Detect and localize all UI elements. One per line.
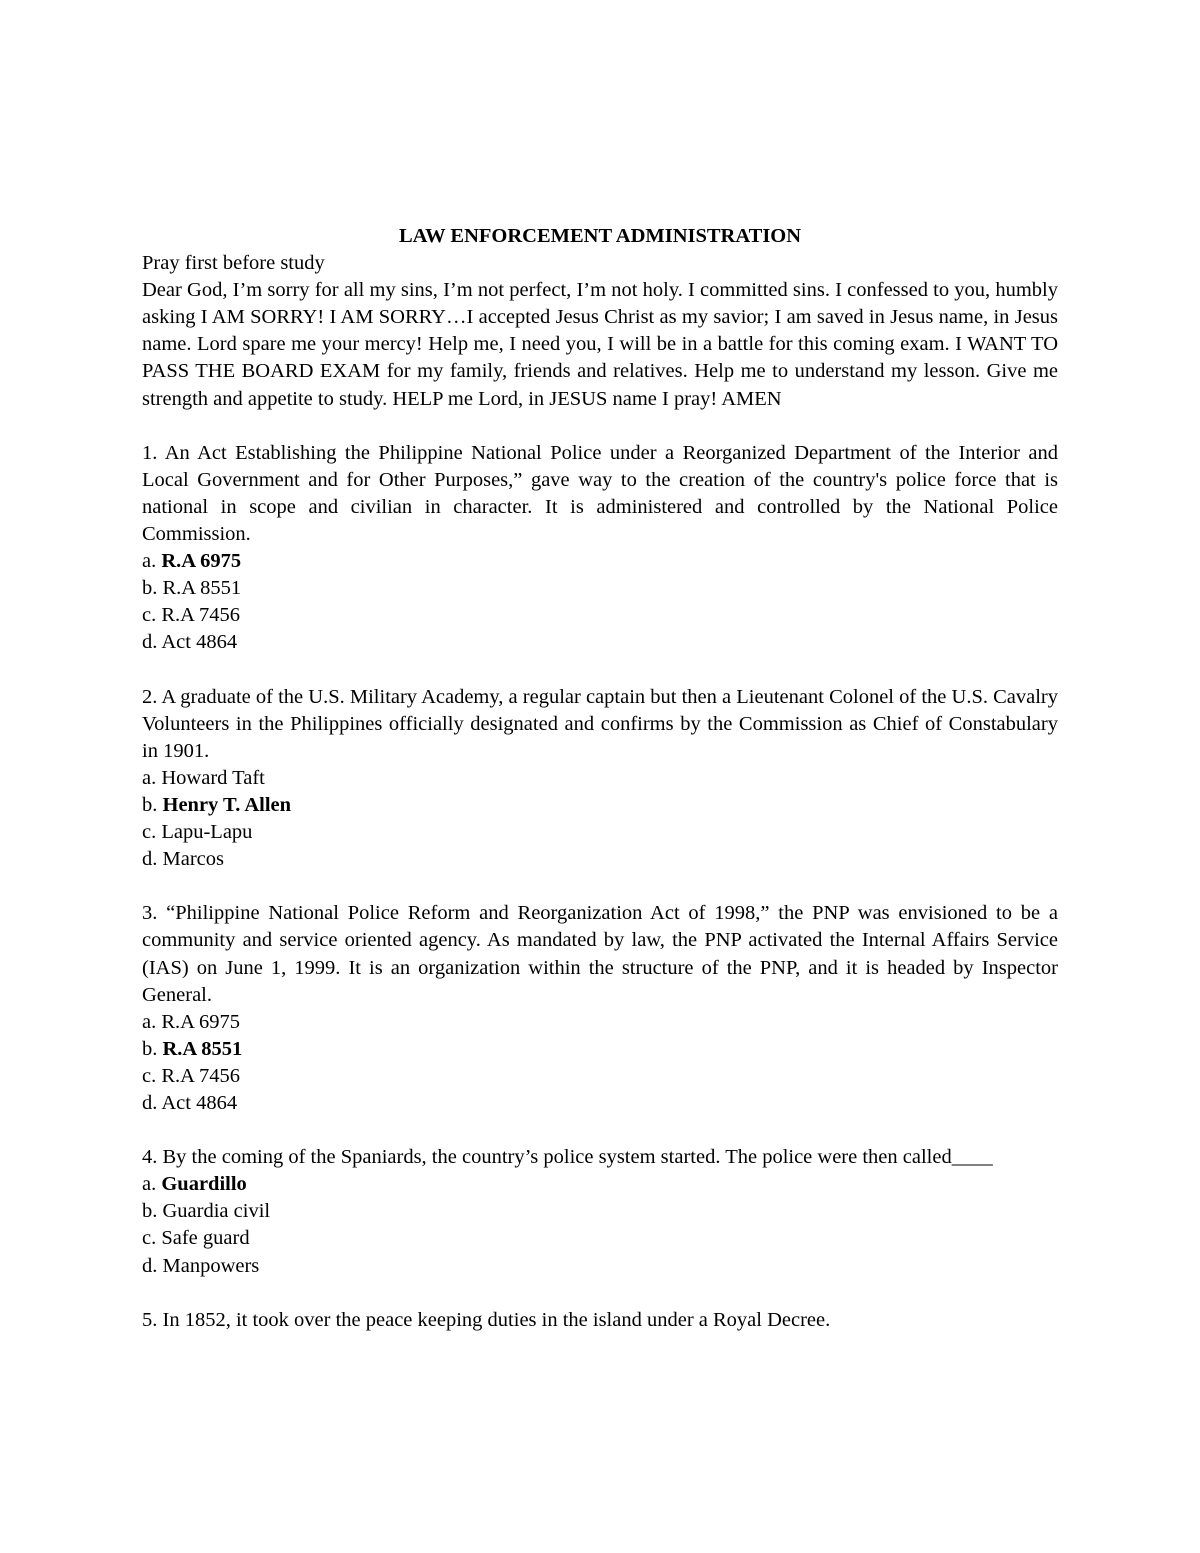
spacer (142, 1117, 1058, 1144)
option-text: R.A 7456 (161, 604, 240, 627)
option-b (142, 1198, 1058, 1225)
option-c (142, 1063, 1058, 1090)
option-a (142, 1171, 1058, 1198)
option-letter: c. (142, 604, 162, 627)
option-text-answer: Henry T. Allen (162, 793, 292, 816)
option-letter: a. (142, 550, 162, 573)
option-text: Manpowers (162, 1254, 260, 1277)
option-text: R.A 8551 (162, 577, 242, 600)
option-letter: b. (142, 577, 163, 600)
prayer-paragraph: Dear God, I’m sorry for all my sins, I’m not perfect, I’m not holy. I committed sins. I confessed to you, humbly asking I AM SORRY! I AM SORRY…I accepted Jesus Christ as my savior; I am saved in Jesus name, in Jesus name. Lord spare me your mercy! Help me, I need you, I will be in a battle for this coming exam. I WANT TO PASS THE BOARD EXAM for my family, friends and relatives. Help me to understand my lesson. Give me strength and appetite to study. HELP me Lord, in JESUS name I pray! AMEN (142, 279, 1058, 410)
option-b (142, 792, 1058, 819)
option-text: Howard Taft (161, 766, 265, 789)
intro-line: Pray first before study (142, 252, 325, 275)
option-text-answer: R.A 6975 (161, 550, 242, 573)
spacer (142, 657, 1058, 684)
option-text: R.A 7456 (161, 1064, 240, 1087)
option-letter: d. (142, 1254, 163, 1277)
option-text-answer: R.A 8551 (162, 1037, 243, 1060)
option-d (142, 846, 1058, 873)
option-letter: d. (142, 1092, 162, 1114)
option-text: Lapu-Lapu (161, 821, 253, 844)
spacer (142, 873, 1058, 900)
option-d (142, 1253, 1058, 1280)
spacer (142, 413, 1058, 440)
option-letter: c. (142, 1064, 162, 1087)
document-title: LAW ENFORCEMENT ADMINISTRATION (398, 225, 802, 247)
option-letter: c. (142, 1227, 162, 1250)
question-3 (142, 900, 1058, 1117)
option-text: Guardia civil (162, 1200, 271, 1223)
question-text: 1. An Act Establishing the Philippine National Police under a Reorganized Department of the Interior and Local Government and for Other Purposes,” gave way to the creation of the country's police force that is national in scope and civilian in character. It is administered and controlled by the National Police Commission. (142, 441, 1058, 546)
option-text: Act 4864 (161, 631, 238, 654)
option-c (142, 819, 1058, 846)
option-letter: a. (142, 1010, 162, 1033)
option-letter: b. (142, 1200, 163, 1223)
option-letter: a. (142, 1173, 162, 1196)
option-text: R.A 6975 (161, 1010, 240, 1033)
option-letter: b. (142, 1037, 163, 1060)
option-a (142, 548, 1058, 575)
option-d (142, 629, 1058, 656)
option-letter: a. (142, 766, 162, 789)
question-text: 4. By the coming of the Spaniards, the country’s police system started. The police were then called____ (142, 1146, 993, 1169)
question-2 (142, 684, 1058, 874)
option-c (142, 602, 1058, 629)
option-c (142, 1225, 1058, 1252)
question-text: 5. In 1852, it took over the peace keeping duties in the island under a Royal Decree. (142, 1308, 831, 1331)
option-b (142, 575, 1058, 602)
option-letter: d. (142, 631, 162, 654)
spacer (142, 1280, 1058, 1307)
option-b (142, 1036, 1058, 1063)
option-a (142, 765, 1058, 792)
question-1 (142, 440, 1058, 657)
option-d (142, 1090, 1058, 1117)
option-text: Marcos (162, 848, 224, 871)
option-letter: d. (142, 848, 163, 871)
document-page (142, 223, 1058, 1334)
question-5 (142, 1307, 1058, 1334)
option-text-answer: Guardillo (161, 1173, 247, 1196)
option-text: Act 4864 (161, 1092, 238, 1114)
question-text: 3. “Philippine National Police Reform and Reorganization Act of 1998,” the PNP was envisioned to be a community and service oriented agency. As mandated by law, the PNP activated the Internal Affairs Service (IAS) on June 1, 1999. It is an organization within the structure of the PNP, and it is headed by Inspector General. (142, 902, 1058, 1006)
option-letter: c. (142, 821, 162, 844)
option-a (142, 1009, 1058, 1036)
option-letter: b. (142, 793, 163, 816)
question-text: 2. A graduate of the U.S. Military Academy, a regular captain but then a Lieutenant Colonel of the U.S. Cavalry Volunteers in the Philippines officially designated and confirms by the Commission as Chief of Constabulary in 1901. (142, 685, 1058, 762)
option-text: Safe guard (161, 1227, 250, 1250)
question-4 (142, 1144, 1058, 1279)
